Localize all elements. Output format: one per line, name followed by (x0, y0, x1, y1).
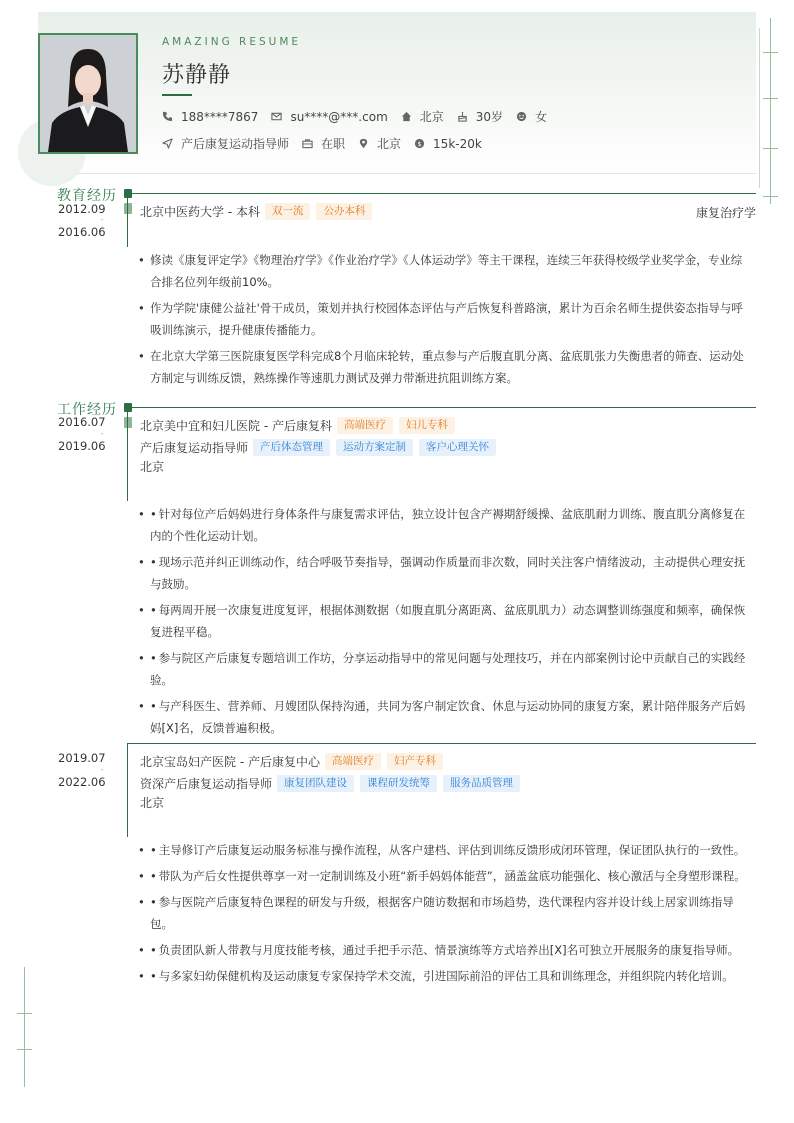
company-tag: 妇儿专科 (399, 417, 455, 434)
bullet-prefix: • (150, 555, 157, 569)
bullet-prefix: • (150, 843, 157, 857)
bullet-text: 主导修订产后康复运动服务标准与操作流程，从客户建档、评估到训练反馈形成闭环管理，保证团队执行的一致性。 (158, 843, 746, 857)
right-edge-tick (763, 52, 778, 53)
header-divider (38, 173, 756, 174)
briefcase-icon (302, 138, 313, 149)
salary-item (414, 137, 482, 151)
entry-marker (124, 203, 132, 214)
bullet-text: 负责团队新人带教与月度技能考核，通过手把手示范、情景演练等方式培养出[X]名可独立开展服务的康复指导师。 (158, 943, 740, 957)
list-item (138, 965, 750, 987)
job2-top-line (127, 743, 756, 744)
bullet-text: 与多家妇幼保健机构及运动康复专家保持学术交流，引进国际前沿的评估工具和训练理念，并组织院内转化培训。 (158, 969, 734, 983)
bullet-text: 带队为产后女性提供尊享一对一定制训练及小班“新手妈妈体能营”，涵盖盆底功能强化、核心激活与全身塑形课程。 (158, 869, 746, 883)
role-tag: 课程研发统筹 (360, 775, 437, 792)
name-underline (162, 94, 192, 96)
profile-photo (38, 33, 138, 154)
target-city-text: 北京 (377, 137, 402, 151)
phone-icon (162, 111, 173, 122)
role-tag: 康复团队建设 (277, 775, 354, 792)
target-city-item (358, 135, 401, 152)
job1-role-line (140, 439, 496, 456)
bullet-text: 现场示范并纠正训练动作，结合呼吸节奏指导，强调动作质量而非次数，同时关注客户情绪波动，主动提供心理安抚与鼓励。 (150, 555, 746, 591)
role-tag: 产后体态管理 (253, 439, 330, 456)
work-timeline (127, 407, 128, 501)
bullet-prefix: • (150, 699, 157, 713)
contact-row (162, 108, 560, 125)
role-tag: 服务品质管理 (443, 775, 520, 792)
school-tag: 公办本科 (316, 203, 372, 220)
list-item: • 作为学院'康健公益社'骨干成员，策划并执行校园体态评估与产后恢复科普路演，累计为百余名师生提供姿态指导与呼吸训练演示，提升健康传播能力。 (138, 297, 750, 341)
list-item (138, 503, 750, 547)
date-separator: - (101, 766, 104, 774)
right-edge-tick (763, 196, 778, 197)
bullet-text: 参与医院产后康复特色课程的研发与升级，根据客户随访数据和市场趋势，迭代课程内容并设计线上居家训练指导包。 (150, 895, 734, 931)
left-edge-line (24, 967, 25, 1087)
phone-text: 188****7867 (181, 109, 259, 124)
education-bullets (138, 249, 750, 393)
phone-item[interactable] (162, 110, 258, 124)
edu-school-line (140, 203, 372, 220)
role-tag: 客户心理关怀 (419, 439, 496, 456)
candidate-name: 苏静静 (162, 63, 232, 88)
job1-end-date: 2019.06 (58, 439, 106, 453)
company-name: 北京宝岛妇产医院 - 产后康复中心 (140, 755, 320, 769)
intention-row (162, 135, 495, 152)
bullet-prefix: • (150, 507, 157, 521)
bullet-text: 与产科医生、营养师、月嫂团队保持沟通，共同为客户制定饮食、休息与运动协同的康复方案，累计陪伴服务产后妈妈[X]名，反馈普遍积极。 (150, 699, 746, 735)
bullet-prefix: • (150, 895, 157, 909)
role-tag: 运动方案定制 (336, 439, 413, 456)
bullet-prefix: • (150, 651, 157, 665)
list-item (138, 839, 750, 861)
job-status-text: 在职 (321, 137, 346, 151)
list-item (138, 551, 750, 595)
gender-item (516, 108, 547, 125)
list-item: • 在北京大学第三医院康复医学科完成8个月临床轮转，重点参与产后腹直肌分离、盆底肌张力失衡患者的筛查、运动处方制定与训练反馈，熟练操作等速肌力测试及弹力带渐进抗阻训练方案。 (138, 345, 750, 389)
role-name: 产后康复运动指导师 (140, 441, 249, 455)
money-icon (414, 138, 425, 149)
email-item[interactable] (271, 110, 387, 124)
right-edge-tick (763, 98, 778, 99)
smile-icon (516, 111, 527, 122)
bullet-text: 针对每位产后妈妈进行身体条件与康复需求评估，独立设计包含产褥期舒缓操、盆底肌耐力训练、腹直肌分离修复在内的个性化运动计划。 (150, 507, 746, 543)
job2-end-date: 2022.06 (58, 775, 106, 789)
job2-role-line (140, 775, 520, 792)
role-name: 资深产后康复运动指导师 (140, 777, 273, 791)
company-tag: 高端医疗 (337, 417, 393, 434)
age-item (457, 108, 503, 125)
location-icon (358, 138, 369, 149)
section-marker (124, 189, 132, 198)
right-edge-tick (763, 148, 778, 149)
resume-tagline: AMAZING RESUME (162, 36, 302, 48)
cake-icon (457, 111, 468, 122)
right-edge-line-inner (759, 28, 760, 188)
education-section-title: 教育经历 (57, 188, 117, 204)
list-item: • 修读《康复评定学》《物理治疗学》《作业治疗学》《人体运动学》等主干课程，连续三年获得校级学业奖学金，专业综合排名位列年级前10%。 (138, 249, 750, 293)
job2-city: 北京 (140, 796, 165, 810)
education-timeline (127, 193, 128, 247)
edu-start-date: 2012.09 (58, 202, 106, 216)
job2-start-date: 2019.07 (58, 751, 106, 765)
send-icon (162, 138, 173, 149)
section-marker (124, 403, 132, 412)
company-tag: 妇产专科 (387, 753, 443, 770)
school-tag: 双一流 (265, 203, 311, 220)
left-edge-tick (17, 1049, 32, 1050)
bullet-text: 每两周开展一次康复进度复评，根据体测数据（如腹直肌分离距离、盆底肌肌力）动态调整训练强度和频率，确保恢复进程平稳。 (150, 603, 746, 639)
right-edge-line (770, 18, 771, 204)
age-text: 30岁 (475, 110, 504, 124)
education-section-line (126, 193, 756, 194)
work-section-line (126, 407, 756, 408)
job1-start-date: 2016.07 (58, 415, 106, 429)
bullet-prefix: • (150, 603, 157, 617)
residence-text: 北京 (419, 110, 444, 124)
email-text: su****@***.com (290, 109, 388, 124)
residence-item (401, 108, 444, 125)
company-name: 北京美中宜和妇儿医院 - 产后康复科 (140, 419, 332, 433)
date-separator: - (101, 216, 104, 224)
job2-timeline (127, 743, 128, 837)
salary-text: 15k-20k (433, 136, 482, 151)
date-separator: - (101, 430, 104, 438)
bullet-prefix: • (150, 869, 157, 883)
svg-text:$: $ (417, 139, 422, 148)
edu-end-date: 2016.06 (58, 225, 106, 239)
work-section-title: 工作经历 (57, 402, 117, 418)
company-tag: 高端医疗 (325, 753, 381, 770)
list-item (138, 647, 750, 691)
list-item (138, 891, 750, 935)
school-name: 北京中医药大学 - 本科 (140, 205, 260, 219)
gender-text: 女 (535, 110, 548, 124)
list-item (138, 865, 750, 887)
major-name: 康复治疗学 (695, 206, 756, 220)
job1-city: 北京 (140, 460, 165, 474)
job2-bullets (138, 839, 750, 991)
job1-company-line (140, 417, 455, 434)
mail-icon (271, 111, 282, 122)
home-icon (401, 111, 412, 122)
bullet-text: 参与院区产后康复专题培训工作坊，分享运动指导中的常见问题与处理技巧，并在内部案例讨论中贡献自己的实践经验。 (150, 651, 746, 687)
list-item (138, 939, 750, 961)
bullet-prefix: • (150, 969, 157, 983)
job-status-item (302, 135, 345, 152)
list-item (138, 599, 750, 643)
bullet-prefix: • (150, 943, 157, 957)
job1-bullets (138, 503, 750, 743)
target-job-text: 产后康复运动指导师 (181, 137, 290, 151)
left-edge-tick (17, 1013, 32, 1014)
entry-marker (124, 417, 132, 428)
list-item (138, 695, 750, 739)
target-job-item (162, 135, 289, 152)
job2-company-line (140, 753, 443, 770)
